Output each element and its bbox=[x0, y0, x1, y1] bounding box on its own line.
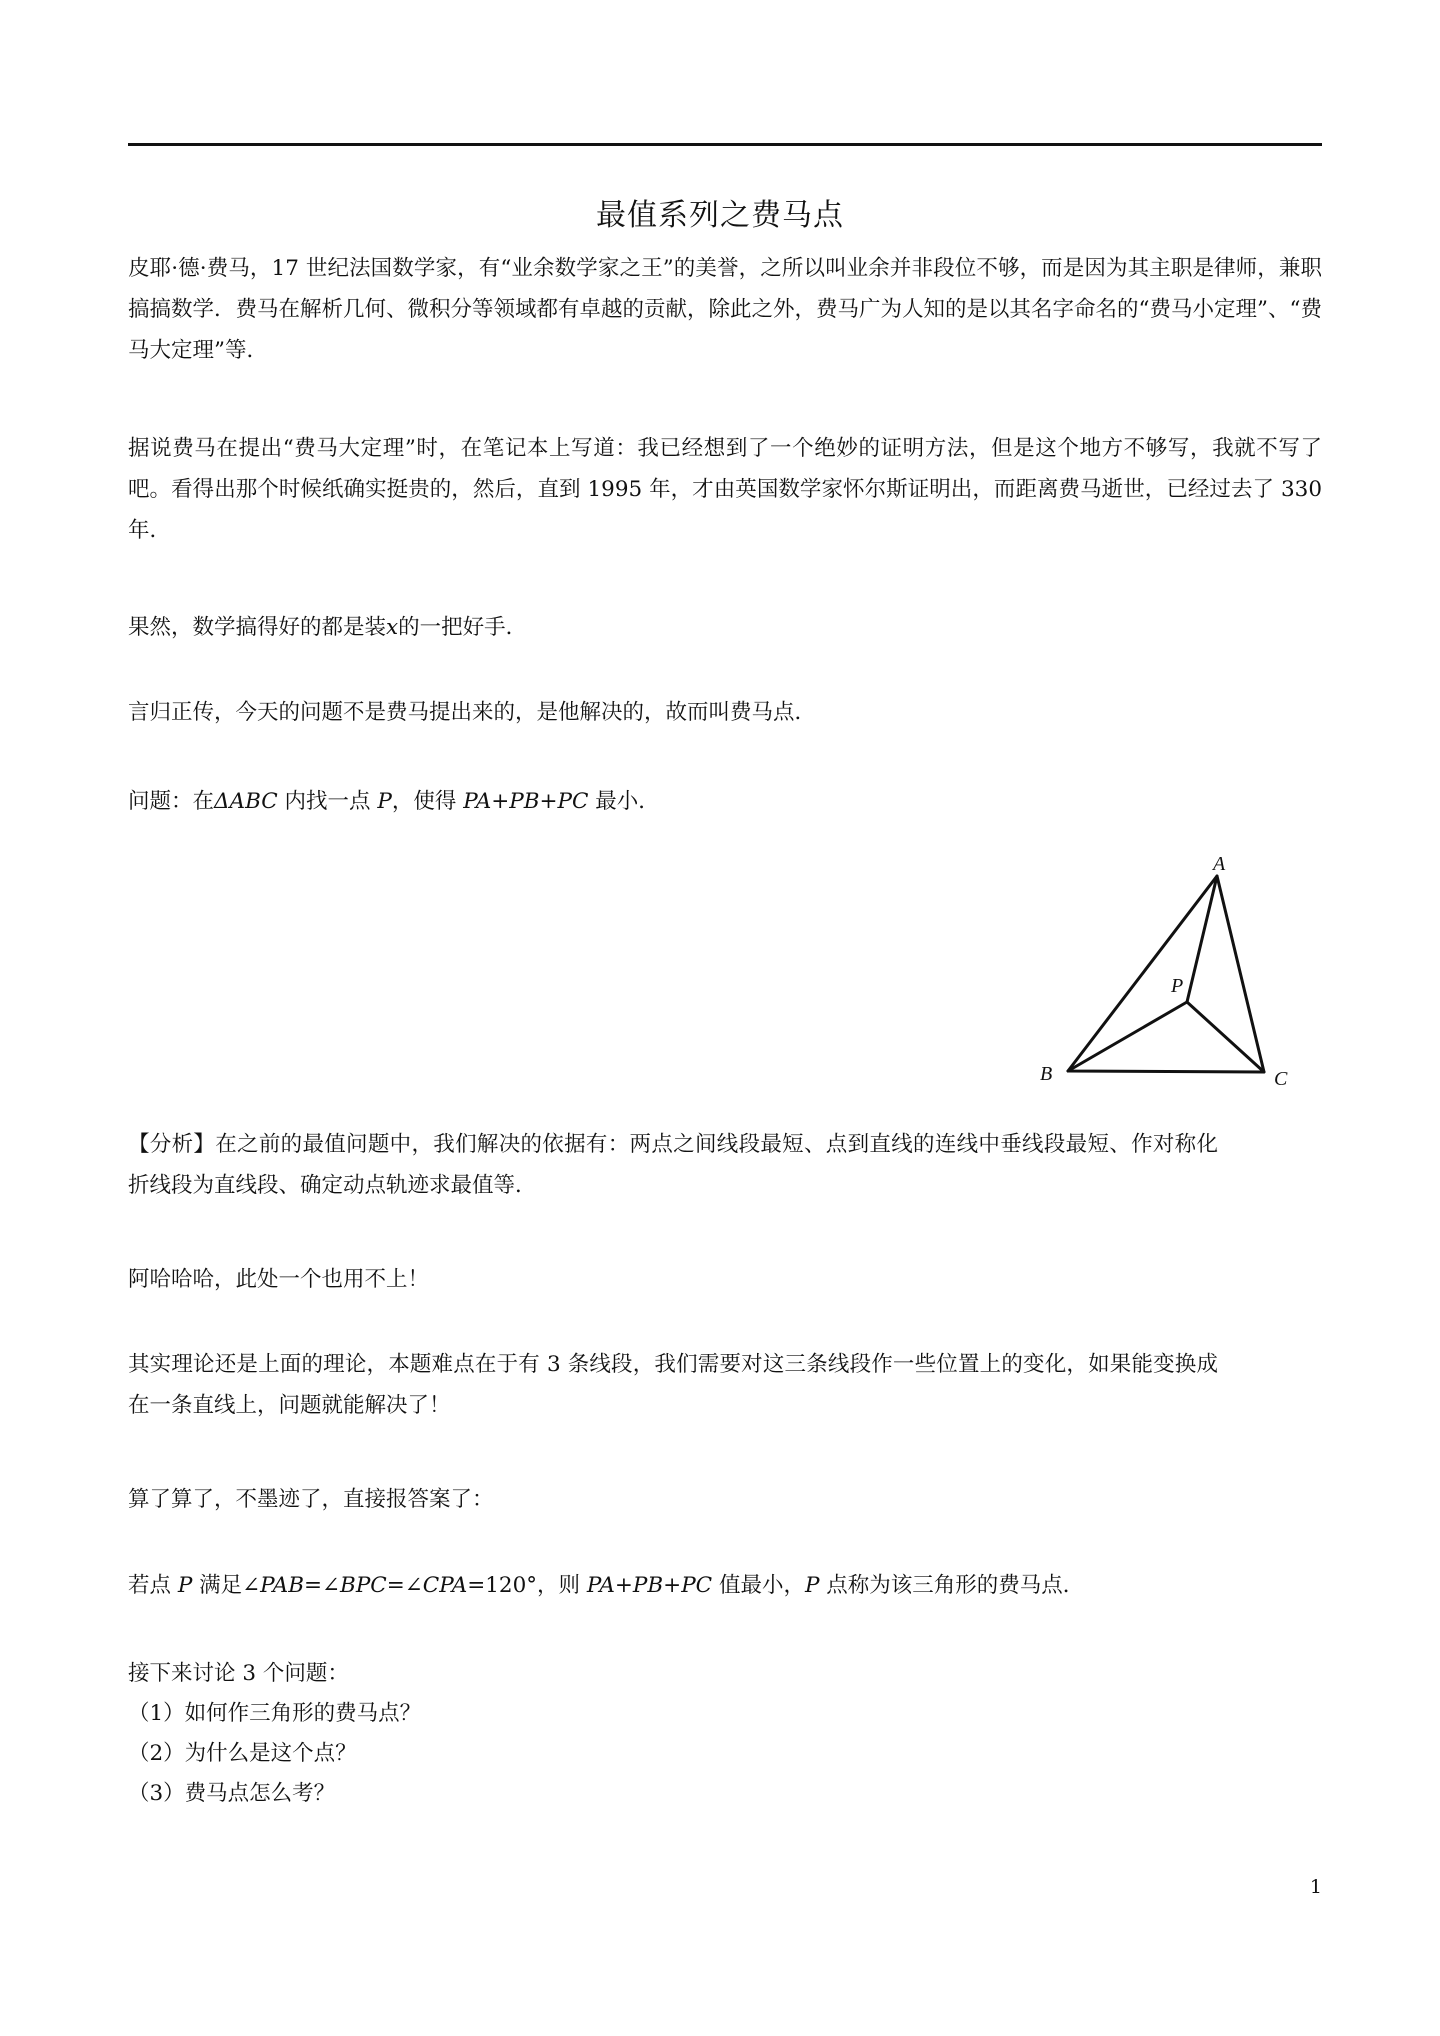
text-segment: 果然，数学搞得好的都是装 bbox=[128, 615, 387, 640]
label-a: A bbox=[1213, 853, 1226, 875]
text-segment: 最小． bbox=[588, 789, 660, 814]
math-variable-x: x bbox=[386, 615, 399, 640]
paragraph-theorem-story: 据说费马在提出“费马大定理”时，在笔记本上写道：我已经想到了一个绝妙的证明方法，但是这个地方不够写，我就不写了吧。看得出那个时候纸确实挺贵的，然后，直到 1995 年，才由英国数学家怀尔斯证明出，而距离费马逝世，已经过去了 330 年． bbox=[128, 436, 1322, 543]
text-segment: 内找一点 bbox=[277, 789, 378, 814]
math-point-p: P bbox=[177, 1573, 193, 1598]
paragraph-answer-intro: 算了算了，不墨迹了，直接报答案了： bbox=[128, 1487, 494, 1512]
label-p: P bbox=[1171, 975, 1184, 997]
math-point-p: P bbox=[377, 789, 392, 814]
segment-pc bbox=[1187, 1002, 1264, 1072]
paragraph-analysis: 【分析】在之前的最值问题中，我们解决的依据有：两点之间线段最短、点到直线的连线中垂线段最短、作对称化折线段为直线段、确定动点轨迹求最值等． bbox=[128, 1132, 1218, 1198]
paragraph-joke bbox=[128, 610, 527, 641]
text-segment: ，使得 bbox=[391, 789, 464, 814]
text-segment: =120°，则 bbox=[467, 1573, 587, 1598]
paragraph-discussion-intro: 接下来讨论 3 个问题： bbox=[128, 1661, 349, 1686]
segment-pb bbox=[1068, 1002, 1187, 1071]
header-rule bbox=[128, 143, 1322, 146]
text-segment: 点称为该三角形的费马点． bbox=[819, 1573, 1085, 1598]
question-item-3: （3）费马点怎么考？ bbox=[128, 1781, 336, 1806]
paragraph-theory: 其实理论还是上面的理论，本题难点在于有 3 条线段，我们需要对这三条线段作一些位置上的变化，如果能变换成在一条直线上，问题就能解决了！ bbox=[128, 1352, 1218, 1418]
paragraph-answer bbox=[128, 1568, 1084, 1599]
question-item-1: （1）如何作三角形的费马点？ bbox=[128, 1701, 422, 1726]
text-segment: 问题：在 bbox=[128, 789, 215, 814]
math-expression-sum: PA+PB+PC bbox=[586, 1573, 713, 1598]
text-segment: 若点 bbox=[128, 1573, 178, 1598]
label-b: B bbox=[1040, 1063, 1053, 1085]
paragraph-transition: 言归正传，今天的问题不是费马提出来的，是他解决的，故而叫费马点． bbox=[128, 700, 817, 725]
question-item-2: （2）为什么是这个点？ bbox=[128, 1741, 357, 1766]
page-number: 1 bbox=[1309, 1876, 1322, 1898]
paragraph-intro: 皮耶·德·费马，17 世纪法国数学家，有“业余数学家之王”的美誉，之所以叫业余并非段位不够，而是因为其主职是律师，兼职搞搞数学．费马在解析几何、微积分等领域都有卓越的贡献，除此之外，费马广为人知的是以其名字命名的“费马小定理”、“费马大定理”等． bbox=[128, 256, 1322, 363]
paragraph-aha: 阿哈哈哈，此处一个也用不上！ bbox=[128, 1267, 430, 1292]
math-angles: ∠PAB=∠BPC=∠CPA bbox=[242, 1573, 468, 1598]
text-segment: 满足 bbox=[192, 1573, 243, 1598]
text-segment: 值最小， bbox=[712, 1573, 805, 1598]
label-c: C bbox=[1274, 1068, 1288, 1090]
math-point-p: P bbox=[804, 1573, 820, 1598]
math-expression-sum: PA+PB+PC bbox=[463, 789, 589, 814]
page-title: 最值系列之费马点 bbox=[596, 198, 844, 233]
math-triangle-abc: ΔABC bbox=[214, 789, 278, 814]
triangle-figure bbox=[1020, 840, 1340, 1100]
problem-statement bbox=[128, 784, 660, 815]
triangle-abc bbox=[1068, 876, 1264, 1072]
text-segment: 的一把好手． bbox=[398, 615, 528, 640]
